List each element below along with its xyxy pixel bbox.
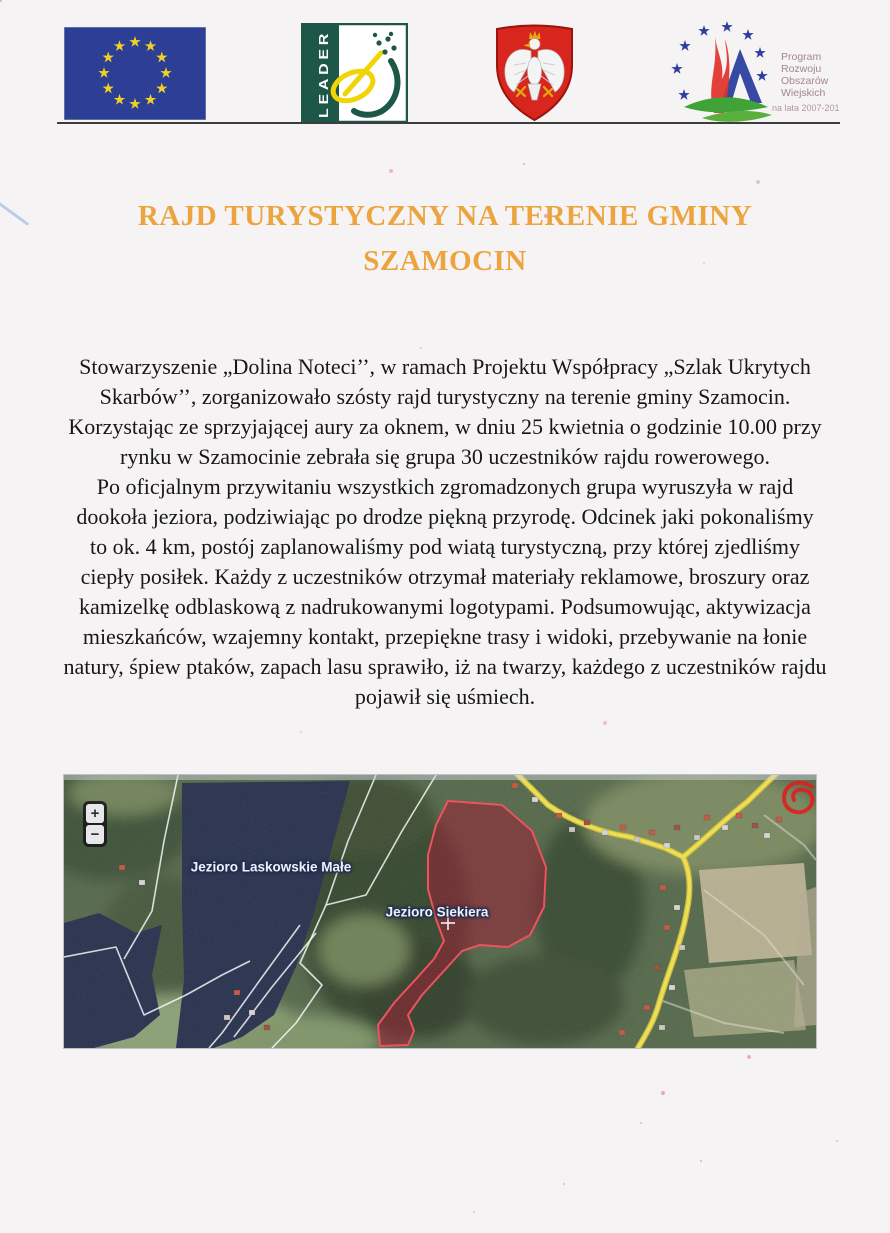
wielkopolska-coat-of-arms: [492, 19, 577, 130]
eu-flag-icon: [64, 27, 206, 120]
body-line: natury, śpiew ptaków, zapach lasu sprawiło, iż na twarzy, każdego z uczestników rajdu: [63, 654, 827, 679]
body-line: ciepły posiłek. Każdy z uczestników otrzymał materiały reklamowe, broszury oraz: [80, 564, 810, 589]
satellite-map-figure: [64, 775, 816, 1048]
page-title: [0, 194, 890, 284]
prow-years: na lata 2007-2013: [772, 103, 840, 113]
page-title-line-1: RAJD TURYSTYCZNY NA TERENIE GMINY: [137, 200, 753, 232]
page-title-line-2: SZAMOCIN: [363, 245, 527, 277]
header-rule: [57, 122, 840, 124]
zoom-in-button[interactable]: +: [86, 804, 104, 823]
scan-speck-artifacts: [0, 0, 2, 2]
article-body: [35, 352, 855, 712]
body-line: Stowarzyszenie „Dolina Noteci’’, w ramach Projektu Współpracy „Szlak Ukrytych: [79, 354, 811, 379]
map-label-jezioro-laskowskie-male: Jezioro Laskowskie Małe: [190, 859, 352, 875]
prow-text-line: Obszarów: [781, 75, 829, 87]
body-line: pojawił się uśmiech.: [354, 684, 536, 709]
map-label-jezioro-siekiera: Jezioro Siekiera: [385, 904, 489, 920]
prow-icon: [668, 21, 840, 125]
body-line: rynku w Szamocinie zebrała się grupa 30 uczestników rajdu rowerowego.: [120, 444, 770, 469]
body-line: Skarbów’’, zorganizowało szósty rajd turystyczny na terenie gminy Szamocin.: [99, 384, 791, 409]
leader-icon: [301, 23, 408, 123]
eu-flag-logo: [64, 27, 206, 125]
body-line: Po oficjalnym przywitaniu wszystkich zgromadzonych grupa wyruszyła w rajd: [96, 474, 794, 499]
prow-text-line: Wiejskich: [781, 87, 826, 99]
body-line: Korzystając ze sprzyjającej aury za oknem, w dniu 25 kwietnia o godzinie 10.00 przy: [68, 414, 822, 439]
prow-text-line: Rozwoju: [781, 63, 822, 75]
map-zoom-control: [83, 801, 107, 847]
coat-of-arms-icon: [492, 19, 577, 125]
leader-text: LEADER: [316, 46, 331, 118]
body-line: to ok. 4 km, postój zaplanowaliśmy pod wiatą turystyczną, przy której zjedliśmy: [90, 534, 800, 559]
prow-logo: [668, 21, 840, 130]
leader-logo: [301, 23, 408, 128]
body-line: kamizelkę odblaskową z nadrukowanymi logotypami. Podsumowując, aktywizacja: [79, 594, 811, 619]
prow-text-line: Program: [781, 51, 822, 63]
body-line: mieszkańców, wzajemny kontakt, przepiękne trasy i widoki, przebywanie na łonie: [82, 624, 808, 649]
body-line: dookoła jeziora, podziwiając po drodze piękną przyrodę. Odcinek jaki pokonaliśmy: [76, 504, 814, 529]
zoom-out-button[interactable]: −: [86, 825, 104, 844]
